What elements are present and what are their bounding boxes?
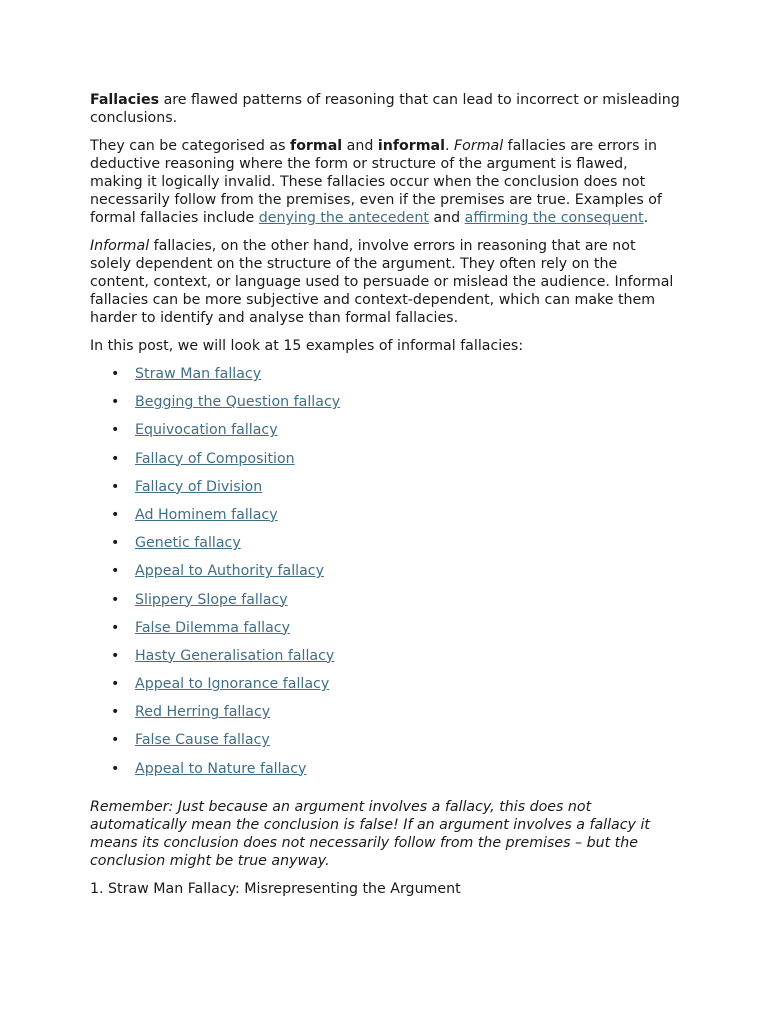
- list-item: [111, 591, 680, 619]
- intro-text: are flawed patterns of reasoning that can lead to incorrect or misleading conclusions.: [90, 92, 680, 126]
- list-item: [111, 534, 680, 562]
- categories-period: .: [444, 138, 455, 154]
- bullet-icon: •: [111, 563, 120, 580]
- fallacy-link[interactable]: Red Herring fallacy: [135, 704, 271, 721]
- section-heading: 1. Straw Man Fallacy: Misrepresenting the Argument: [90, 880, 461, 897]
- bullet-icon: •: [111, 704, 120, 721]
- informal-term: informal: [377, 138, 445, 154]
- informal-text: fallacies, on the other hand, involve errors in reasoning that are not solely dependent on the structure of the argument. They often rely on the content, context, or language used to persuade or mislead the audience. Informal fallacies can be more subjective and context-dependent, which can make them harder to identify and analyse than formal fallacies.: [90, 238, 674, 326]
- denying-the-antecedent-link[interactable]: denying the antecedent: [258, 210, 429, 226]
- fallacy-link[interactable]: Appeal to Ignorance fallacy: [135, 676, 330, 693]
- fallacy-link[interactable]: False Dilemma fallacy: [135, 619, 290, 636]
- list-item: [111, 760, 680, 788]
- bullet-icon: •: [111, 647, 120, 664]
- post-intro: In this post, we will look at 15 examples of informal fallacies:: [90, 338, 524, 354]
- categories-paragraph: [90, 137, 680, 227]
- categories-text-1: They can be categorised as: [90, 138, 291, 154]
- list-item: [111, 450, 680, 478]
- fallacy-link[interactable]: Begging the Question fallacy: [135, 394, 341, 411]
- formal-italic: Formal: [454, 138, 504, 154]
- fallacy-link[interactable]: Slippery Slope fallacy: [135, 591, 288, 608]
- bullet-icon: •: [111, 535, 120, 552]
- fallacy-link[interactable]: Equivocation fallacy: [135, 422, 278, 439]
- bullet-icon: •: [111, 366, 120, 382]
- bullet-icon: •: [111, 591, 120, 608]
- fallacy-link[interactable]: Genetic fallacy: [135, 535, 241, 552]
- informal-paragraph: [90, 237, 680, 327]
- fallacy-link[interactable]: Hasty Generalisation fallacy: [135, 647, 335, 664]
- bullet-icon: •: [111, 732, 120, 749]
- list-item: [111, 703, 680, 731]
- intro-paragraph: [90, 91, 680, 127]
- list-item: [111, 478, 680, 506]
- list-item: [111, 506, 680, 534]
- fallacy-link[interactable]: False Cause fallacy: [135, 732, 270, 749]
- remember-note: Remember: Just because an argument involves a fallacy, this does not automatically mean the conclusion is false! If an argument involves a fallacy it means its conclusion does not necessarily follow from the premises – but the conclusion might be true anyway.: [90, 798, 650, 869]
- fallacy-link[interactable]: Fallacy of Division: [135, 478, 263, 495]
- bullet-icon: •: [111, 450, 120, 467]
- list-item: [111, 731, 680, 759]
- list-item: [111, 393, 680, 421]
- bullet-icon: •: [111, 394, 120, 411]
- fallacy-link[interactable]: Straw Man fallacy: [135, 366, 262, 382]
- categories-and-2: and: [428, 210, 465, 226]
- categories-and: and: [342, 138, 378, 154]
- article-body: [90, 91, 680, 908]
- categories-text-2: fallacies are errors in deductive reasoning where the form or structure of the argument is flawed, making it logically invalid. These fallacies occur when the conclusion does not necessarily follow from the premises, even if the premises are true. Examples of formal fallacies include: [90, 138, 662, 226]
- list-item: [111, 421, 680, 449]
- fallacy-link[interactable]: Fallacy of Composition: [135, 450, 295, 467]
- informal-italic: Informal: [90, 238, 150, 254]
- bullet-icon: •: [111, 760, 120, 777]
- fallacy-link[interactable]: Ad Hominem fallacy: [135, 506, 278, 523]
- bullet-icon: •: [111, 478, 120, 495]
- fallacy-link[interactable]: Appeal to Authority fallacy: [135, 563, 324, 580]
- categories-period-2: .: [643, 210, 649, 226]
- bullet-icon: •: [111, 619, 120, 636]
- list-item: [111, 675, 680, 703]
- bullet-icon: •: [111, 422, 120, 439]
- fallacy-list: [90, 365, 680, 788]
- list-item: [111, 647, 680, 675]
- list-item: [111, 562, 680, 590]
- fallacy-link[interactable]: Appeal to Nature fallacy: [135, 760, 307, 777]
- affirming-the-consequent-link[interactable]: affirming the consequent: [464, 210, 644, 226]
- list-item: [111, 365, 680, 393]
- list-item: [111, 619, 680, 647]
- fallacies-term: Fallacies: [90, 92, 160, 108]
- formal-term: formal: [290, 138, 343, 154]
- bullet-icon: •: [111, 676, 120, 693]
- bullet-icon: •: [111, 506, 120, 523]
